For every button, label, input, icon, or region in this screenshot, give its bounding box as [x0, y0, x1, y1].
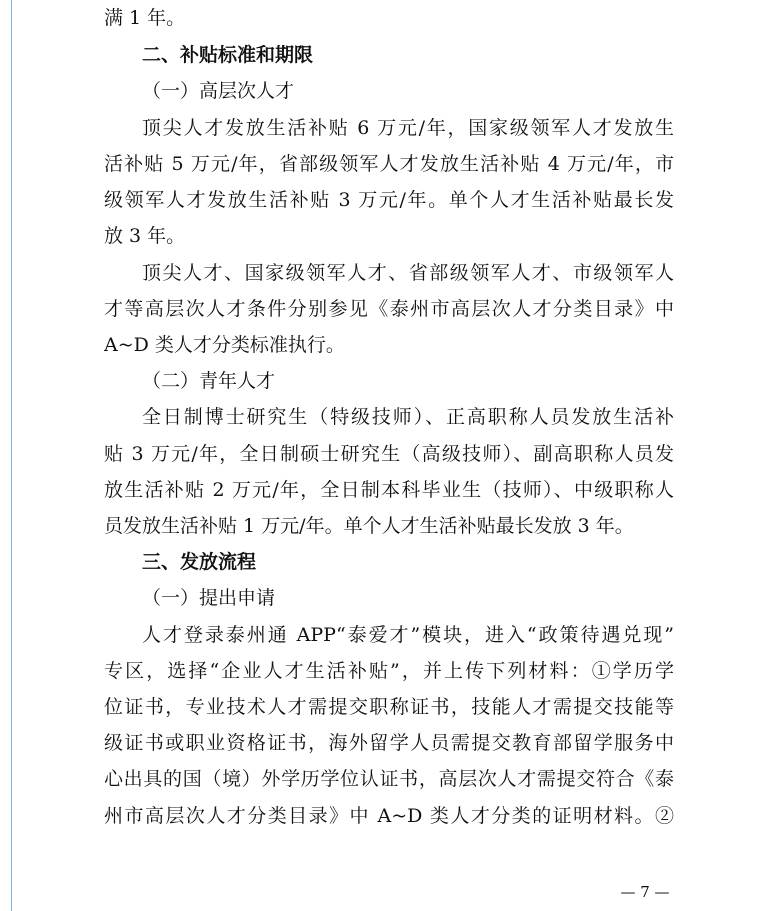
page-edge-line [11, 0, 12, 911]
text-line: 专区，选择“企业人才生活补贴”，并上传下列材料：①学历学 [104, 660, 674, 682]
text-line: 活补贴 5 万元/年，省部级领军人才发放生活补贴 4 万元/年，市 [104, 153, 674, 175]
text-line: 级领军人才发放生活补贴 3 万元/年。单个人才生活补贴最长发 [104, 189, 674, 211]
text-line: A~D 类人才分类标准执行。 [104, 334, 345, 356]
text-line: 人才登录泰州通 APP“泰爱才”模块，进入“政策待遇兑现” [142, 624, 674, 646]
text-line: 位证书，专业技术人才需提交职称证书，技能人才需提交技能等 [104, 696, 674, 718]
text-line: 州市高层次人才分类目录》中 A~D 类人才分类的证明材料。② [104, 805, 674, 827]
subsection-heading: （一）高层次人才 [142, 80, 295, 102]
section-heading: 三、发放流程 [142, 551, 257, 573]
text-line: 放生活补贴 2 万元/年，全日制本科毕业生（技师）、中级职称人 [104, 479, 674, 501]
subsection-heading: （二）青年人才 [142, 370, 276, 392]
text-line: 满 1 年。 [104, 7, 186, 29]
text-line: 员发放生活补贴 1 万元/年。单个人才生活补贴最长发放 3 年。 [104, 515, 634, 537]
text-line: 放 3 年。 [104, 225, 186, 247]
section-heading: 二、补贴标准和期限 [142, 44, 314, 66]
text-line: 级证书或职业资格证书，海外留学人员需提交教育部留学服务中 [104, 732, 674, 754]
text-line: 心出具的国（境）外学历学位认证书，高层次人才需提交符合《泰 [104, 768, 674, 790]
text-line: 贴 3 万元/年，全日制硕士研究生（高级技师）、副高职称人员发 [104, 443, 674, 465]
text-line: 顶尖人才、国家级领军人才、省部级领军人才、市级领军人 [142, 262, 674, 284]
subsection-heading: （一）提出申请 [142, 587, 276, 609]
text-line: 全日制博士研究生（特级技师）、正高职称人员发放生活补 [142, 406, 674, 428]
text-line: 才等高层次人才条件分别参见《泰州市高层次人才分类目录》中 [104, 298, 674, 320]
text-line: 顶尖人才发放生活补贴 6 万元/年，国家级领军人才发放生 [142, 117, 674, 139]
page-number: — 7 — [620, 883, 670, 901]
